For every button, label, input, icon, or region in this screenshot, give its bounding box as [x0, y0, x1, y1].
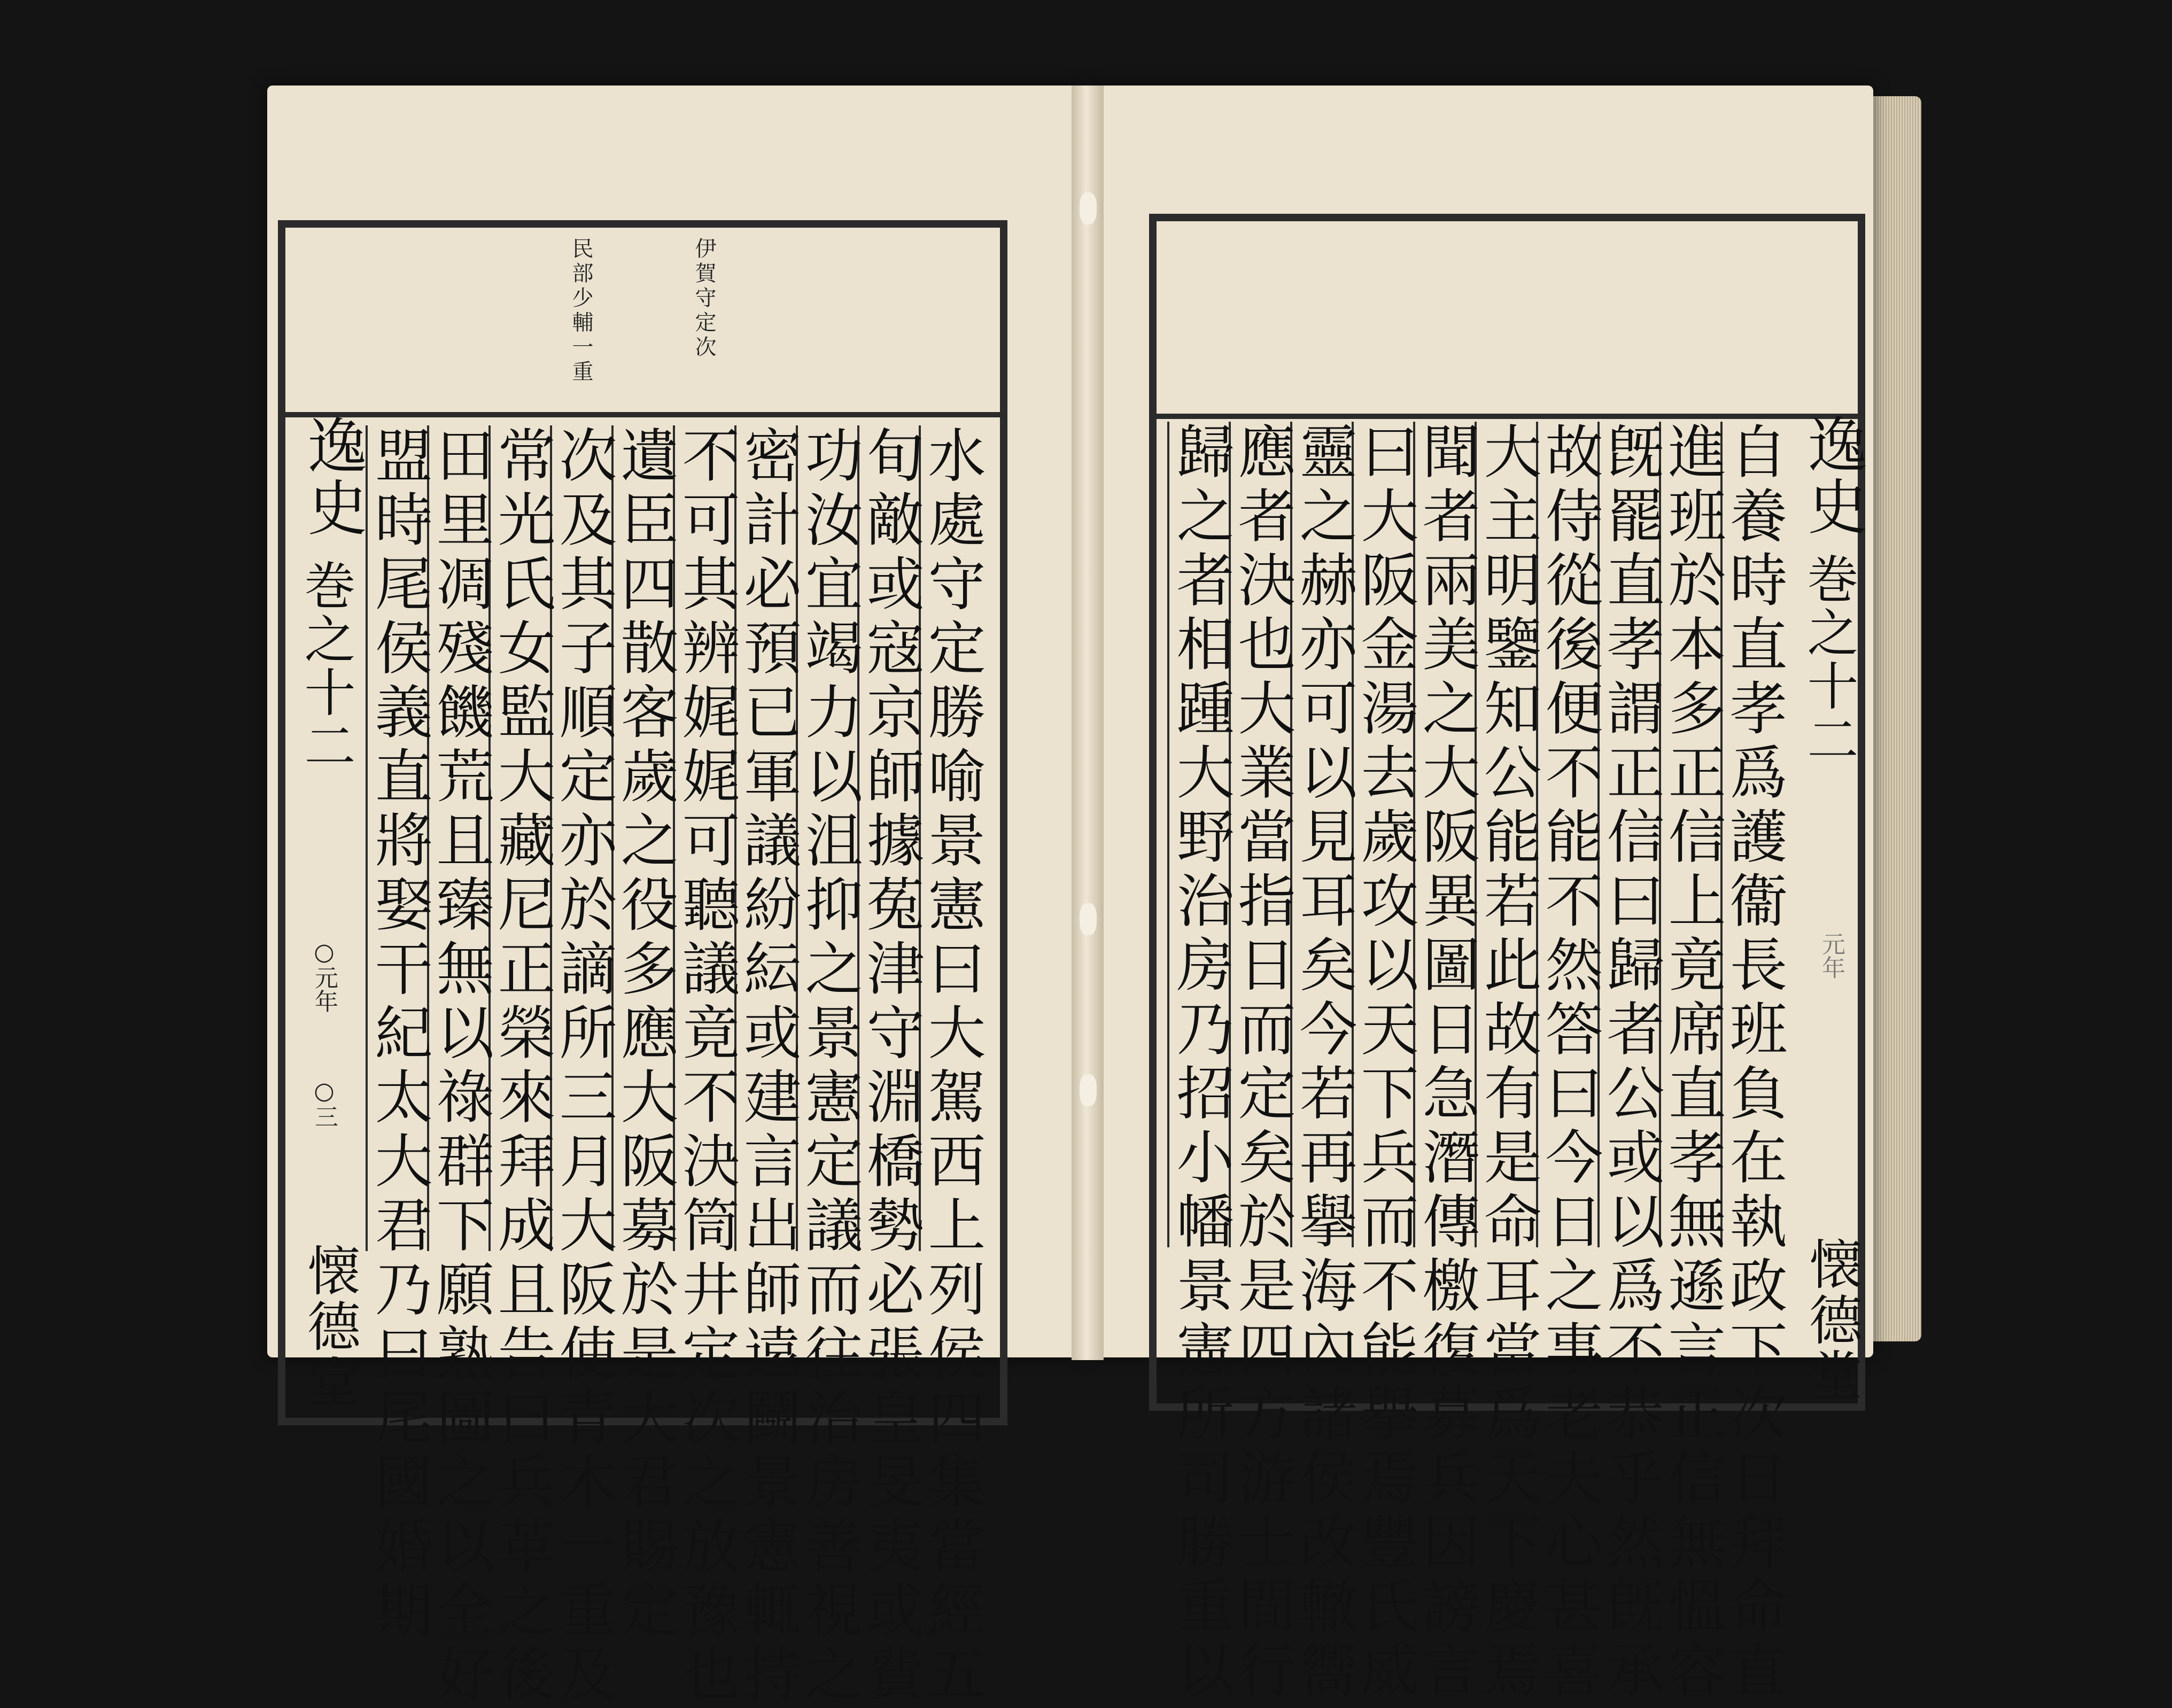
margin-publisher: 懐德堂	[1800, 1237, 1863, 1403]
text-column: 自養時直孝爲護衞長班負在執政下次日拜命直	[1720, 422, 1787, 1704]
page-fore-edge	[1865, 96, 1921, 1341]
text-column: 進班於本多正信上竟席直孝無遜言正信無慍容	[1658, 422, 1725, 1704]
text-column: 旣罷直孝謂正信曰歸者公或以爲不恭乎然旣承	[1597, 422, 1664, 1704]
margin-year-note: 元年	[1818, 932, 1845, 979]
binding-thread	[1080, 1074, 1097, 1106]
margin-title: 逸史	[298, 415, 367, 539]
text-column: 田里凋殘饑荒且臻無以祿群下願熟圖之以全好	[426, 425, 493, 1708]
text-column: 旬敵或寇京師據菟津守淵橋勢必張皇旻夷或費	[857, 425, 924, 1708]
margin-volume: 巻之十二	[1799, 553, 1859, 766]
right-text-frame	[1149, 214, 1867, 1704]
binding-thread	[1080, 903, 1097, 935]
text-column: 次及其子順定亦於謫所三月大阪使青木一重及	[549, 425, 616, 1708]
margin-year-note: ○元年	[311, 938, 338, 1013]
text-column: 不可其辨娓娓可聽議竟不決筒井定次之放豫也	[672, 425, 739, 1708]
text-column: 遺臣四散客歲之役多應大阪募於是大君賜定	[611, 425, 678, 1644]
binding-thread	[1080, 192, 1097, 224]
text-column: 大主明鑒知公能若此故有是命耳當爲天下慶焉	[1474, 422, 1541, 1704]
text-column: 水處守定勝喻景憲曰大駕西上列侯四集當經五	[918, 425, 985, 1708]
margin-title: 逸史	[1798, 414, 1867, 538]
open-book	[257, 86, 1929, 1708]
text-column: 應者決也大業當指日而定矣於是四方游士間行	[1228, 422, 1295, 1704]
text-column: 聞者兩美之大阪異圖日急潛傳檄復募兵因謗言	[1413, 422, 1479, 1704]
right-head-box	[1157, 221, 1858, 419]
margin-volume: 巻之十二	[296, 559, 356, 773]
binding-gutter	[1072, 86, 1104, 1360]
text-column: 密計必預已軍議紛紜或建言出師遠鬭景憲輒持	[734, 425, 801, 1708]
margin-publisher: 懐德堂	[298, 1243, 361, 1410]
text-column: 靈之赫亦可以見耳矣今若再擧海內諸侯改轍嚮	[1290, 422, 1356, 1704]
text-column: 功汝宜竭力以沮抑之景憲定議而往治房善視之	[795, 425, 862, 1708]
text-column: 盟時尾侯義直將娶干紀太大君乃曰尾國婚期	[365, 425, 432, 1644]
head-note: 伊賀守定次	[692, 237, 716, 360]
margin-page-number: ○三	[311, 1077, 338, 1128]
left-text-frame	[278, 220, 1007, 1708]
text-column: 常光氏女監大藏尼正榮來拜成且告曰兵革之後	[488, 425, 555, 1708]
head-note: 民部少輔一重	[569, 237, 593, 385]
text-column: 曰大阪金湯去歲攻以天下兵而不能擧焉豐氏威	[1351, 422, 1418, 1704]
left-head-box	[285, 228, 1000, 417]
text-column: 歸之者相踵大野治房乃招小幡景憲所司勝重以	[1167, 422, 1234, 1704]
text-column: 故侍從後便不能不然答曰今日之事老夫心甚喜	[1535, 422, 1602, 1704]
